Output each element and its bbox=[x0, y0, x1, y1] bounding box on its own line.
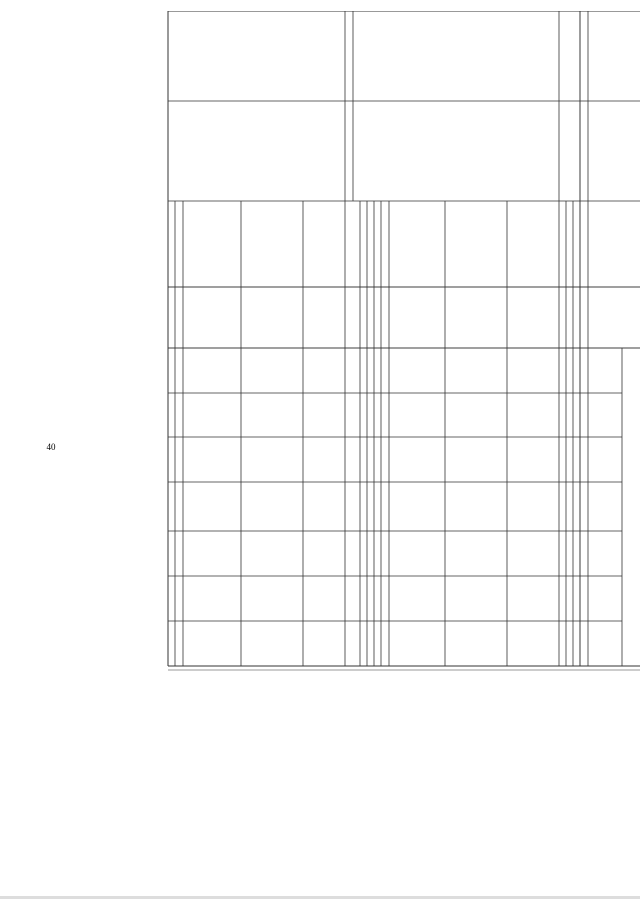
value-cell bbox=[303, 287, 345, 348]
value-cell bbox=[507, 621, 559, 666]
value-cell bbox=[374, 482, 381, 531]
value-cell bbox=[374, 348, 381, 393]
value-cell bbox=[303, 576, 345, 621]
header-year bbox=[588, 393, 622, 437]
value-cell bbox=[389, 437, 445, 482]
source-label bbox=[381, 201, 389, 287]
value-cell bbox=[241, 287, 303, 348]
value-cell bbox=[168, 348, 175, 393]
value-cell bbox=[183, 348, 241, 393]
value-cell bbox=[367, 348, 374, 393]
value-cell bbox=[168, 531, 175, 576]
header-year bbox=[588, 576, 622, 621]
source-label bbox=[559, 201, 566, 287]
value-cell bbox=[566, 287, 573, 348]
column-number bbox=[580, 393, 588, 437]
value-cell bbox=[175, 437, 183, 482]
value-cell bbox=[573, 531, 580, 576]
value-cell bbox=[175, 482, 183, 531]
value-cell bbox=[353, 287, 360, 348]
value-cell bbox=[507, 393, 559, 437]
value-cell bbox=[374, 621, 381, 666]
value-cell bbox=[353, 393, 360, 437]
value-cell bbox=[381, 531, 389, 576]
value-cell bbox=[566, 348, 573, 393]
value-cell bbox=[374, 287, 381, 348]
page-number: 40 bbox=[46, 442, 56, 452]
value-cell bbox=[183, 482, 241, 531]
value-cell bbox=[559, 393, 566, 437]
source-label bbox=[303, 201, 345, 287]
value-cell bbox=[168, 576, 175, 621]
value-cell bbox=[389, 531, 445, 576]
value-cell bbox=[566, 437, 573, 482]
activity-name bbox=[168, 101, 345, 201]
value-cell bbox=[381, 437, 389, 482]
header-source bbox=[588, 201, 640, 287]
header-year bbox=[588, 348, 622, 393]
value-cell bbox=[374, 531, 381, 576]
value-cell bbox=[389, 576, 445, 621]
value-cell bbox=[374, 576, 381, 621]
header-year bbox=[588, 482, 622, 531]
value-cell bbox=[381, 348, 389, 393]
value-cell bbox=[381, 393, 389, 437]
value-cell bbox=[360, 482, 367, 531]
value-cell bbox=[303, 482, 345, 531]
value-cell bbox=[360, 348, 367, 393]
value-cell bbox=[303, 437, 345, 482]
value-cell bbox=[445, 393, 507, 437]
value-cell bbox=[183, 393, 241, 437]
value-cell bbox=[559, 348, 566, 393]
value-cell bbox=[360, 531, 367, 576]
value-cell bbox=[507, 437, 559, 482]
value-cell bbox=[507, 531, 559, 576]
value-cell bbox=[389, 348, 445, 393]
value-cell bbox=[241, 576, 303, 621]
value-cell bbox=[360, 576, 367, 621]
value-cell bbox=[367, 576, 374, 621]
value-cell bbox=[360, 621, 367, 666]
source-label bbox=[168, 201, 175, 287]
value-cell bbox=[507, 482, 559, 531]
value-cell bbox=[374, 437, 381, 482]
value-cell bbox=[445, 621, 507, 666]
value-cell bbox=[353, 348, 360, 393]
value-cell bbox=[360, 287, 367, 348]
value-cell bbox=[168, 621, 175, 666]
value-cell bbox=[566, 393, 573, 437]
value-cell bbox=[445, 576, 507, 621]
value-cell bbox=[183, 621, 241, 666]
source-label bbox=[374, 201, 381, 287]
source-label bbox=[183, 201, 241, 287]
source-label bbox=[360, 201, 367, 287]
value-cell bbox=[241, 482, 303, 531]
value-cell bbox=[573, 482, 580, 531]
value-cell bbox=[353, 482, 360, 531]
value-cell bbox=[573, 393, 580, 437]
value-cell bbox=[303, 621, 345, 666]
source-label bbox=[445, 201, 507, 287]
value-cell bbox=[303, 531, 345, 576]
incl-label bbox=[345, 11, 353, 101]
value-cell bbox=[241, 621, 303, 666]
value-cell bbox=[241, 393, 303, 437]
column-number bbox=[580, 11, 588, 101]
column-number bbox=[580, 531, 588, 576]
source-label bbox=[566, 201, 573, 287]
header-year bbox=[588, 437, 622, 482]
value-cell bbox=[367, 393, 374, 437]
value-cell bbox=[445, 437, 507, 482]
value-cell bbox=[175, 531, 183, 576]
source-label bbox=[389, 201, 445, 287]
value-cell bbox=[353, 437, 360, 482]
value-cell bbox=[367, 287, 374, 348]
value-cell bbox=[353, 531, 360, 576]
subprogram-name bbox=[353, 101, 559, 201]
value-cell bbox=[175, 621, 183, 666]
value-cell bbox=[175, 348, 183, 393]
value-cell bbox=[389, 393, 445, 437]
header-status bbox=[588, 11, 640, 101]
value-cell bbox=[175, 576, 183, 621]
value-cell bbox=[445, 482, 507, 531]
header-year bbox=[588, 531, 622, 576]
value-cell bbox=[559, 482, 566, 531]
value-cell bbox=[389, 482, 445, 531]
value-cell bbox=[389, 621, 445, 666]
value-cell bbox=[573, 287, 580, 348]
value-cell bbox=[168, 393, 175, 437]
value-cell bbox=[573, 348, 580, 393]
value-cell bbox=[559, 437, 566, 482]
value-cell bbox=[241, 437, 303, 482]
value-cell bbox=[353, 576, 360, 621]
value-cell bbox=[559, 287, 566, 348]
value-cell bbox=[381, 482, 389, 531]
source-label bbox=[367, 201, 374, 287]
value-cell bbox=[168, 287, 175, 348]
value-cell bbox=[445, 348, 507, 393]
bottom-edge bbox=[0, 896, 640, 899]
column-number bbox=[580, 101, 588, 201]
header-by-years bbox=[622, 348, 640, 666]
value-cell bbox=[303, 348, 345, 393]
value-cell bbox=[168, 437, 175, 482]
source-label bbox=[507, 201, 559, 287]
column-number bbox=[580, 482, 588, 531]
header-total bbox=[588, 287, 640, 348]
value-cell bbox=[445, 531, 507, 576]
value-cell bbox=[559, 621, 566, 666]
value-cell bbox=[353, 621, 360, 666]
column-number bbox=[580, 576, 588, 621]
value-cell bbox=[566, 621, 573, 666]
source-label bbox=[573, 201, 580, 287]
value-cell bbox=[566, 576, 573, 621]
value-cell bbox=[566, 531, 573, 576]
value-cell bbox=[367, 531, 374, 576]
column-number bbox=[580, 621, 588, 666]
column-number bbox=[580, 201, 588, 287]
value-cell bbox=[168, 482, 175, 531]
value-cell bbox=[367, 482, 374, 531]
value-cell bbox=[381, 287, 389, 348]
value-cell bbox=[507, 287, 559, 348]
rotated-table bbox=[120, 11, 640, 886]
subprogram-status bbox=[353, 11, 559, 101]
header-name bbox=[588, 101, 640, 201]
value-cell bbox=[175, 393, 183, 437]
value-cell bbox=[573, 576, 580, 621]
value-cell bbox=[559, 576, 566, 621]
value-cell bbox=[183, 576, 241, 621]
header-year bbox=[588, 621, 622, 666]
value-cell bbox=[241, 348, 303, 393]
value-cell bbox=[183, 531, 241, 576]
value-cell bbox=[360, 437, 367, 482]
value-cell bbox=[381, 621, 389, 666]
value-cell bbox=[507, 576, 559, 621]
value-cell bbox=[374, 393, 381, 437]
value-cell bbox=[389, 287, 445, 348]
column-number bbox=[580, 287, 588, 348]
value-cell bbox=[183, 437, 241, 482]
value-cell bbox=[507, 348, 559, 393]
source-label bbox=[241, 201, 303, 287]
value-cell bbox=[175, 287, 183, 348]
source-label bbox=[353, 201, 360, 287]
value-cell bbox=[303, 393, 345, 437]
value-cell bbox=[241, 531, 303, 576]
column-number bbox=[580, 348, 588, 393]
value-cell bbox=[573, 621, 580, 666]
value-cell bbox=[445, 287, 507, 348]
column-number bbox=[580, 437, 588, 482]
value-cell bbox=[183, 287, 241, 348]
value-cell bbox=[360, 393, 367, 437]
value-cell bbox=[559, 531, 566, 576]
value-cell bbox=[367, 621, 374, 666]
activity-status bbox=[168, 11, 345, 101]
value-cell bbox=[573, 437, 580, 482]
value-cell bbox=[367, 437, 374, 482]
value-cell bbox=[566, 482, 573, 531]
source-label bbox=[175, 201, 183, 287]
value-cell bbox=[381, 576, 389, 621]
